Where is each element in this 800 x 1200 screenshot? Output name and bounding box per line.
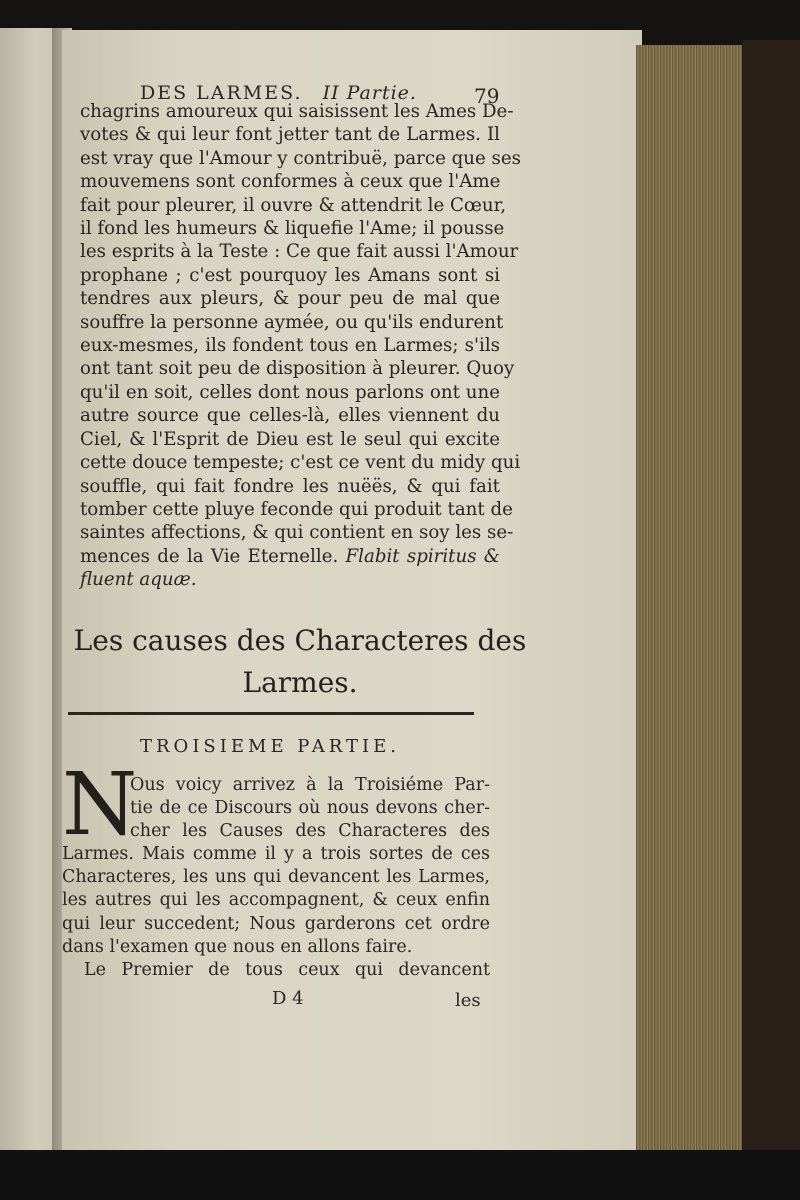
text-line-end: mences de la Vie Eternelle.	[80, 545, 339, 567]
text-line: qu'il en soit, celles dont nous parlons ont une	[80, 381, 500, 403]
text-line: Ciel, & l'Esprit de Dieu est le seul qui excite	[80, 428, 500, 450]
paragraph-2	[62, 843, 490, 982]
section-heading-line-2: Larmes.	[242, 666, 358, 699]
text-line: Ous voicy arrivez à la Troisiéme Par-	[130, 775, 490, 795]
text-line: est vray que l'Amour y contribuë, parce que ses	[80, 147, 521, 169]
paragraph-1	[80, 100, 521, 592]
latin-quote: Flabit spiritus &	[345, 545, 500, 567]
text-line: les esprits à la Teste : Ce que fait aussi l'Amour	[80, 241, 519, 263]
text-line-with-latin	[80, 545, 500, 568]
text-line: Larmes. Mais comme il y a trois sortes de ces	[62, 844, 490, 864]
page-number: 79	[474, 84, 500, 108]
text-line: autre source que celles-là, elles viennent du	[80, 405, 500, 427]
text-line: saintes affections, & qui contient en soy les se-	[80, 522, 514, 544]
running-part: II Partie.	[322, 82, 417, 104]
drop-cap: N	[62, 755, 138, 855]
background-shadow	[0, 1150, 800, 1200]
book-cover-edge	[742, 40, 800, 1170]
text-line: tie de ce Discours où nous devons cher-	[130, 798, 490, 819]
text-line: cette douce tempeste; c'est ce vent du midy qui	[80, 452, 521, 474]
text-line: Le Premier de tous ceux qui devancent	[84, 960, 490, 981]
catchword: les	[455, 990, 481, 1011]
text-line: Characteres, les uns qui devancent les Larmes,	[62, 867, 490, 888]
page-fore-edge	[636, 45, 756, 1155]
text-line: qui leur succedent; Nous garderons cet ordre	[62, 913, 490, 934]
text-line: mouvemens sont conformes à ceux que l'Ame	[80, 171, 501, 193]
text-line: eux-mesmes, ils fondent tous en Larmes; s'ils	[80, 335, 500, 357]
signature-mark: D 4	[272, 988, 304, 1009]
text-line: cher les Causes des Characteres des	[130, 821, 490, 842]
text-line: ont tant soit peu de disposition à pleurer. Quoy	[80, 358, 515, 380]
text-line: tendres aux pleurs, & pour peu de mal que	[80, 288, 500, 310]
latin-quote-end: fluent aquæ.	[80, 569, 197, 591]
section-heading-line-1: Les causes des Characteres des	[73, 624, 527, 657]
text-line: souffre la personne aymée, ou qu'ils endurent	[80, 311, 504, 333]
section-heading	[70, 620, 530, 704]
running-title: DES LARMES.	[140, 82, 303, 104]
text-line: il fond les humeurs & liquefie l'Ame; il pousse	[80, 218, 505, 240]
horizontal-rule	[68, 712, 474, 715]
text-line: fait pour pleurer, il ouvre & attendrit le Cœur,	[80, 194, 507, 216]
text-line: prophane ; c'est pourquoy les Amans sont si	[80, 264, 500, 286]
text-line: dans l'examen que nous en allons faire.	[62, 936, 413, 957]
text-line: tomber cette pluye feconde qui produit tant de	[80, 498, 513, 520]
left-page-edge	[0, 28, 60, 1158]
text-line: votes & qui leur font jetter tant de Larmes. Il	[80, 124, 500, 146]
text-line: souffle, qui fait fondre les nuëës, & qui fait	[80, 475, 500, 497]
text-line: les autres qui les accompagnent, & ceux enfin	[62, 890, 490, 911]
part-title: TROISIEME PARTIE.	[140, 736, 400, 757]
paragraph-2-capped	[130, 774, 490, 844]
text-line: chagrins amoureux qui saisissent les Ames De-	[80, 101, 514, 122]
